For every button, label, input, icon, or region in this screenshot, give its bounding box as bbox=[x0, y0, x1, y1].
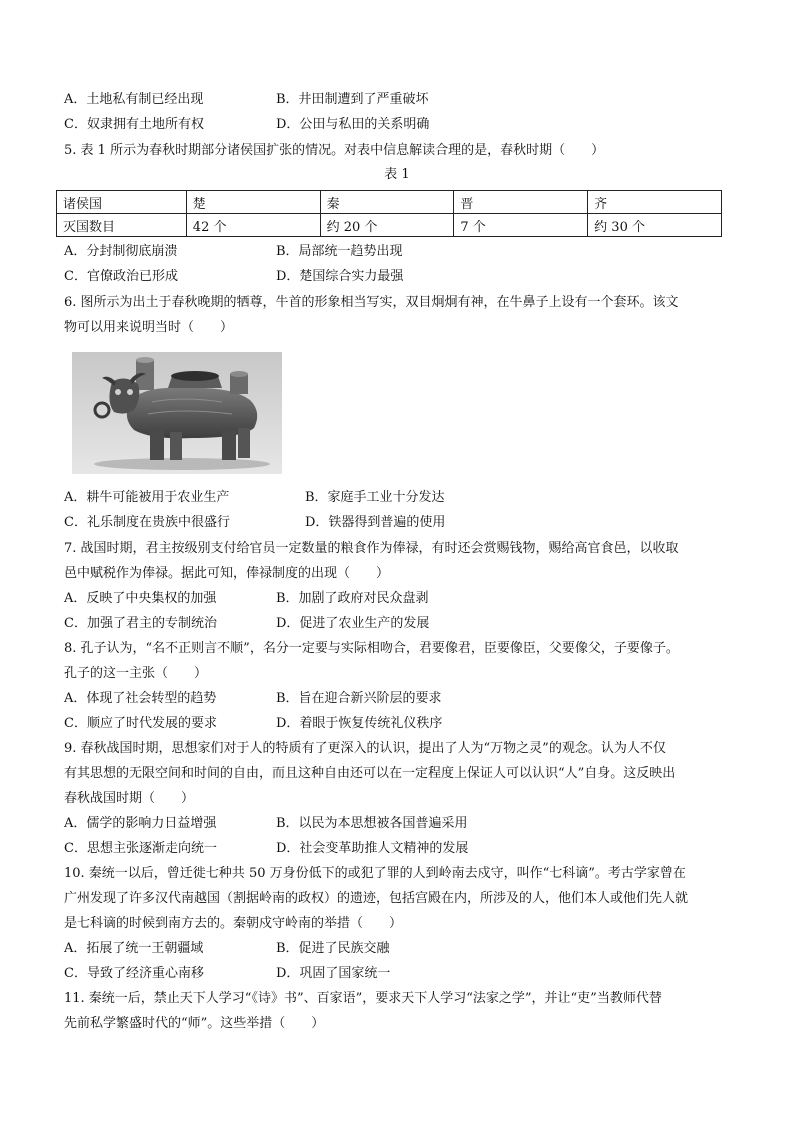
q4-option-b: B．井田制遭到了严重破坏 bbox=[276, 92, 429, 107]
q4-option-d: D．公田与私田的关系明确 bbox=[276, 117, 430, 132]
table-cell: 42 个 bbox=[186, 214, 320, 237]
q6-option-a: A．耕牛可能被用于农业生产 bbox=[64, 490, 230, 505]
q10-option-a: A．拓展了统一王朝疆域 bbox=[64, 941, 204, 956]
q10-option-d: D．巩固了国家统一 bbox=[276, 966, 391, 981]
q4-option-a: A．土地私有制已经出现 bbox=[64, 92, 204, 107]
q8-option-c: C．顺应了时代发展的要求 bbox=[64, 716, 217, 731]
q7-option-c: C．加强了君主的专制统治 bbox=[64, 616, 217, 631]
q9-option-d: D．社会变革助推人文精神的发展 bbox=[276, 841, 469, 856]
table-caption: 表 1 bbox=[384, 167, 410, 182]
q10-stem-line-3: 是七科谪的时候到南方去的。秦朝戍守岭南的举措（ ） bbox=[64, 916, 403, 931]
ox-zun-photo bbox=[72, 352, 282, 474]
q7-option-a: A．反映了中央集权的加强 bbox=[64, 591, 217, 606]
table-cell: 约 30 个 bbox=[588, 214, 722, 237]
q11-stem-line-1: 11. 秦统一后，禁止天下人学习“《诗》书”、百家语”，要求天下人学习“法家之学”，并让“吏”当教师代替 bbox=[64, 991, 662, 1006]
q10-stem-line-2: 广州发现了许多汉代南越国（割据岭南的政权）的遗迹，包括宫殿在内，所涉及的人，他们本人或他们先人就 bbox=[64, 891, 689, 906]
table-cell: 诸侯国 bbox=[57, 191, 187, 214]
q9-option-b: B．以民为本思想被各国普遍采用 bbox=[276, 816, 468, 831]
q10-option-b: B．促进了民族交融 bbox=[276, 941, 390, 956]
q7-stem-line-1: 7. 战国时期，君主按级别支付给官员一定数量的粮食作为俸禄，有时还会赏赐钱物，赐给高官食邑，以收取 bbox=[64, 541, 679, 556]
q10-stem-line-1: 10. 秦统一以后，曾迁徙七种共 50 万身份低下的或犯了罪的人到岭南去戍守，叫作“七科谪”。考古学家曾在 bbox=[64, 866, 686, 881]
q6-option-b: B．家庭手工业十分发达 bbox=[305, 490, 445, 505]
q9-stem-line-2: 有其思想的无限空间和时间的自由，而且这种自由还可以在一定程度上保证人可以认识“人”自身。这反映出 bbox=[64, 766, 676, 781]
q6-option-c: C．礼乐制度在贵族中很盛行 bbox=[64, 515, 230, 530]
q6-stem-line-2: 物可以用来说明当时（ ） bbox=[64, 320, 234, 335]
q8-stem-line-2: 孔子的这一主张（ ） bbox=[64, 666, 208, 681]
q5-option-c: C．官僚政治已形成 bbox=[64, 269, 178, 284]
table-cell: 约 20 个 bbox=[320, 214, 454, 237]
q9-option-a: A．儒学的影响力日益增强 bbox=[64, 816, 217, 831]
q6-stem-line-1: 6. 图所示为出土于春秋晚期的牺尊，牛首的形象相当写实，双目炯炯有神，在牛鼻子上设有一个套环。该文 bbox=[64, 295, 679, 310]
q10-option-c: C．导致了经济重心南移 bbox=[64, 966, 204, 981]
expansion-table bbox=[56, 190, 722, 237]
q8-option-b: B．旨在迎合新兴阶层的要求 bbox=[276, 691, 442, 706]
ox-vessel-image bbox=[72, 352, 282, 474]
table-cell: 楚 bbox=[186, 191, 320, 214]
table-header-row bbox=[57, 191, 722, 214]
q7-option-b: B．加剧了政府对民众盘剥 bbox=[276, 591, 429, 606]
q8-option-d: D．着眼于恢复传统礼仪秩序 bbox=[276, 716, 443, 731]
q5-option-b: B．局部统一趋势出现 bbox=[276, 244, 403, 259]
q6-option-d: D．铁器得到普遍的使用 bbox=[305, 515, 446, 530]
q5-stem: 5. 表 1 所示为春秋时期部分诸侯国扩张的情况。对表中信息解读合理的是，春秋时期（ ） bbox=[64, 143, 605, 158]
q5-option-a: A．分封制彻底崩溃 bbox=[64, 244, 178, 259]
q4-option-c: C．奴隶拥有土地所有权 bbox=[64, 117, 204, 132]
q8-stem-line-1: 8. 孔子认为，“名不正则言不顺”，名分一定要与实际相吻合，君要像君，臣要像臣，父要像父，子要像子。 bbox=[64, 641, 679, 656]
table-cell: 7 个 bbox=[454, 214, 588, 237]
q7-stem-line-2: 邑中赋税作为俸禄。据此可知，俸禄制度的出现（ ） bbox=[64, 566, 390, 581]
q9-stem-line-3: 春秋战国时期（ ） bbox=[64, 791, 195, 806]
q8-option-a: A．体现了社会转型的趋势 bbox=[64, 691, 217, 706]
table-cell: 齐 bbox=[588, 191, 722, 214]
q9-stem-line-1: 9. 春秋战国时期，思想家们对于人的特质有了更深入的认识，提出了人为“万物之灵”的观念。认为人不仅 bbox=[64, 741, 666, 756]
table-cell: 灭国数目 bbox=[57, 214, 187, 237]
q11-stem-line-2: 先前私学繁盛时代的“师”。这些举措（ ） bbox=[64, 1016, 325, 1031]
q5-option-d: D．楚国综合实力最强 bbox=[276, 269, 404, 284]
table-cell: 秦 bbox=[320, 191, 454, 214]
table-row bbox=[57, 214, 722, 237]
q7-option-d: D．促进了农业生产的发展 bbox=[276, 616, 430, 631]
q9-option-c: C．思想主张逐渐走向统一 bbox=[64, 841, 217, 856]
table-cell: 晋 bbox=[454, 191, 588, 214]
